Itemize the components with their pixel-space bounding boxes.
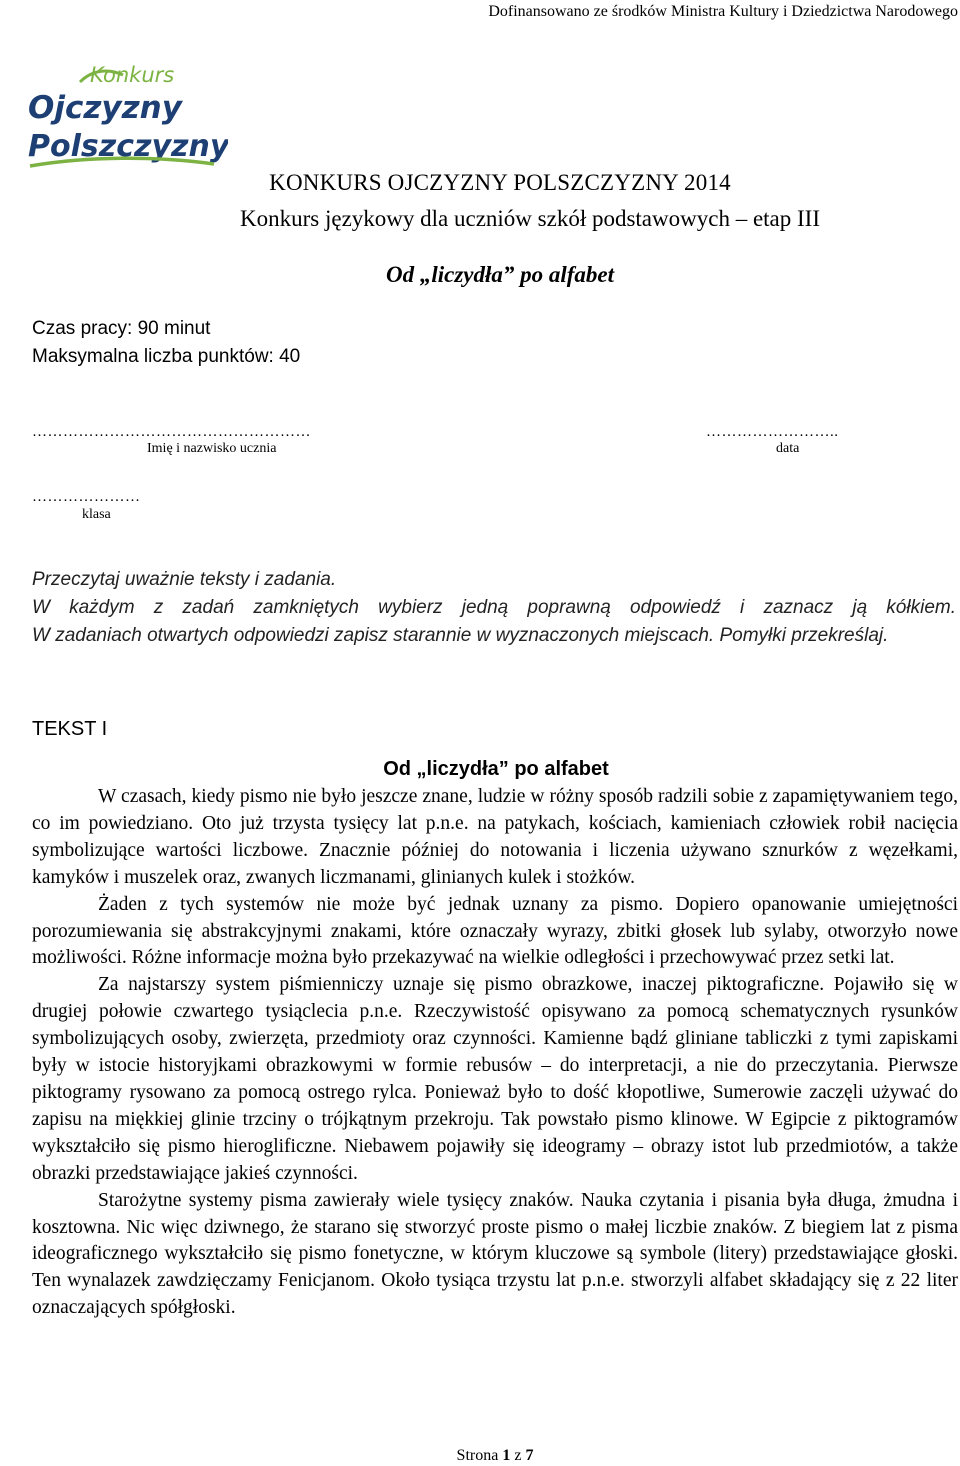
- instructions: [32, 566, 956, 650]
- paragraph: Żaden z tych systemów nie może być jednak uznany za pismo. Dopiero opanowanie umiejętności porozumiewania się abstrakcyjnymi znakami, które oznaczały wyrazy, zbitki głosek lub sylaby, otworzyło nowe możliwości. Różne informacje można było przekazywać na wielkie odległości i przechowywać przez setki lat.: [32, 893, 958, 969]
- name-field[interactable]: ………………………………………………: [32, 424, 311, 440]
- instruction-line: W każdym z zadań zamkniętych wybierz jedną poprawną odpowiedź i zaznacz ją kółkiem.: [32, 597, 956, 618]
- topic-title: Od „liczydła” po alfabet: [385, 262, 615, 287]
- footer-total-pages: 7: [525, 1447, 534, 1464]
- logo-word-polszczyzny: Polszczyzny: [28, 129, 228, 164]
- paragraph: Starożytne systemy pisma zawierały wiele tysięcy znaków. Nauka czytania i pisania była długa, żmudna i kosztowna. Nic więc dziwnego, że starano się stworzyć proste pismo o małej liczbie znaków. Z biegiem lat z pisma ideograficznego wykształciło się pismo fonetyczne, w którym kluczowe są symbole (litery) przedstawiające głoski. Ten wynalazek zawdzięczamy Fenicjanom. Około tysiąca trzystu lat p.n.e. stworzyli alfabet składający się z 22 liter oznaczających spółgłoski.: [32, 1189, 958, 1319]
- logo-word-ojczyzny: Ojczyzny: [28, 90, 182, 126]
- contest-title: KONKURS OJCZYZNY POLSZCZYZNY 2014: [269, 170, 731, 195]
- contest-logo: [28, 60, 228, 182]
- section-label: TEKST I: [32, 718, 108, 740]
- contest-subtitle: Konkurs językowy dla uczniów szkół podstawowych – etap III: [240, 206, 820, 231]
- class-field-label: klasa: [82, 507, 111, 522]
- logo-graphic: [28, 60, 228, 182]
- logo-word-konkurs: Konkurs: [90, 63, 175, 87]
- footer-middle: z: [514, 1447, 522, 1464]
- instruction-line: W zadaniach otwartych odpowiedzi zapisz starannie w wyznaczonych miejscach. Pomyłki przekreślaj.: [32, 625, 889, 646]
- date-field[interactable]: ……………………..: [706, 424, 839, 440]
- class-field[interactable]: …………………: [32, 489, 141, 505]
- instruction-line: Przeczytaj uważnie teksty i zadania.: [32, 569, 337, 590]
- page-footer: [0, 1447, 960, 1465]
- work-time: Czas pracy: 90 minut: [32, 318, 211, 339]
- footer-page-number: 1: [502, 1447, 511, 1464]
- footer-prefix: Strona: [456, 1447, 499, 1464]
- name-field-label: Imię i nazwisko ucznia: [147, 441, 277, 456]
- max-points: Maksymalna liczba punktów: 40: [32, 346, 301, 367]
- date-field-label: data: [776, 441, 800, 456]
- text-title: Od „liczydła” po alfabet: [383, 758, 609, 780]
- paragraph: Za najstarszy system piśmienniczy uznaje się pismo obrazkowe, inaczej piktograficzne. Pojawiło się w drugiej połowie czwartego tysiąclecia p.n.e. Rzeczywistość opisywano za pomocą schematycznych rysunków symbolizujących osoby, zwierzęta, przedmioty oraz czynności. Kamienne bądź gliniane tabliczki z tymi zapiskami były w istocie historyjkami obrazkowymi w formie rebusów – do interpretacji, a nie do przeczytania. Pierwsze piktogramy rysowano za pomocą ostrego rylca. Ponieważ było to dość kłopotliwe, Sumerowie zaczęli używać do zapisu na miękkiej glinie trzciny o trójkątnym przekroju. Tak powstało pismo klinowe. W Egipcie z piktogramów wykształciło się pismo hieroglificzne. Niebawem pojawiły się ideogramy – obrazy istot lub przedmiotów, a także obrazki przedstawiające jakieś czynności.: [32, 974, 958, 1184]
- paragraph: W czasach, kiedy pismo nie było jeszcze znane, ludzie w różny sposób radzili sobie z zapamiętywaniem tego, co im powiedziano. Oto już trzysta tysięcy lat p.n.e. na patykach, kościach, kamieniach człowiek robił nacięcia symbolizujące wartości liczbowe. Znacznie później do notowania i liczenia używano sznurków z węzełkami, kamyków i muszelek oraz, zwanych liczmanami, glinianych kulek i stożków.: [32, 786, 958, 888]
- reading-text: [32, 784, 958, 1322]
- funding-note: Dofinansowano ze środków Ministra Kultury i Dziedzictwa Narodowego: [488, 3, 958, 20]
